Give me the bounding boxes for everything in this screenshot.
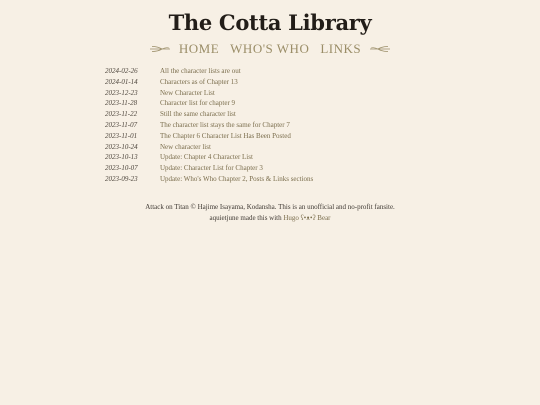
credit-line <box>0 213 540 224</box>
footer <box>0 202 540 223</box>
post-title-link[interactable]: Update: Character List for Chapter 3 <box>160 164 263 173</box>
post-title-link[interactable]: The character list stays the same for Chapter 7 <box>160 120 290 129</box>
post-date: 2023-11-28 <box>105 99 138 108</box>
post-list <box>105 66 435 185</box>
post-title-link[interactable]: Character list for chapter 9 <box>160 99 236 108</box>
post-date: 2023-10-13 <box>105 153 138 162</box>
post-date: 2024-01-14 <box>105 77 138 86</box>
nav-whos-who-link[interactable]: WHO'S WHO <box>230 41 310 56</box>
post-list-item <box>105 88 435 99</box>
post-list-item <box>105 152 435 163</box>
nav-links-link[interactable]: LINKS <box>320 41 362 56</box>
post-date: 2023-11-07 <box>105 120 138 129</box>
post-date: 2023-10-07 <box>105 164 138 173</box>
nav-home-link[interactable]: HOME <box>178 41 220 56</box>
post-title-link[interactable]: Update: Chapter 4 Character List <box>160 153 253 162</box>
post-title-link[interactable]: All the character lists are out <box>160 67 241 75</box>
post-title-link[interactable]: New Character List <box>160 88 215 97</box>
post-date: 2023-11-22 <box>105 110 138 119</box>
post-list-item <box>105 66 435 77</box>
post-list-item <box>105 109 435 120</box>
post-list-item <box>105 120 435 131</box>
main-nav <box>0 41 540 57</box>
post-date: 2023-11-01 <box>105 131 138 140</box>
credit-text: aquietjune made this with <box>209 213 284 222</box>
post-title-link[interactable]: Still the same character list <box>160 110 236 119</box>
copyright-notice: Attack on Titan © Hajime Isayama, Kodansha. This is an unofficial and no-profit fansite. <box>145 203 395 211</box>
post-date: 2023-12-23 <box>105 88 138 97</box>
post-list-item <box>105 142 435 153</box>
hugo-bear-link[interactable]: Hugo ʕ•ᴥ•ʔ Bear <box>283 213 331 222</box>
post-title-link[interactable]: Characters as of Chapter 13 <box>160 77 238 86</box>
post-title-link[interactable]: Update: Who's Who Chapter 2, Posts & Links sections <box>160 174 314 183</box>
post-title-link[interactable]: New character list <box>160 142 211 151</box>
post-title-link[interactable]: The Chapter 6 Character List Has Been Posted <box>160 131 291 140</box>
post-list-item <box>105 174 435 185</box>
site-title[interactable]: The Cotta Library <box>168 10 372 35</box>
right-flourish-icon <box>370 44 390 54</box>
post-date: 2023-09-23 <box>105 174 138 183</box>
post-list-item <box>105 131 435 142</box>
post-list-item <box>105 163 435 174</box>
post-list-item <box>105 77 435 88</box>
left-flourish-icon <box>150 44 170 54</box>
post-list-item <box>105 98 435 109</box>
post-date: 2023-10-24 <box>105 142 138 151</box>
post-date: 2024-02-26 <box>105 67 138 75</box>
